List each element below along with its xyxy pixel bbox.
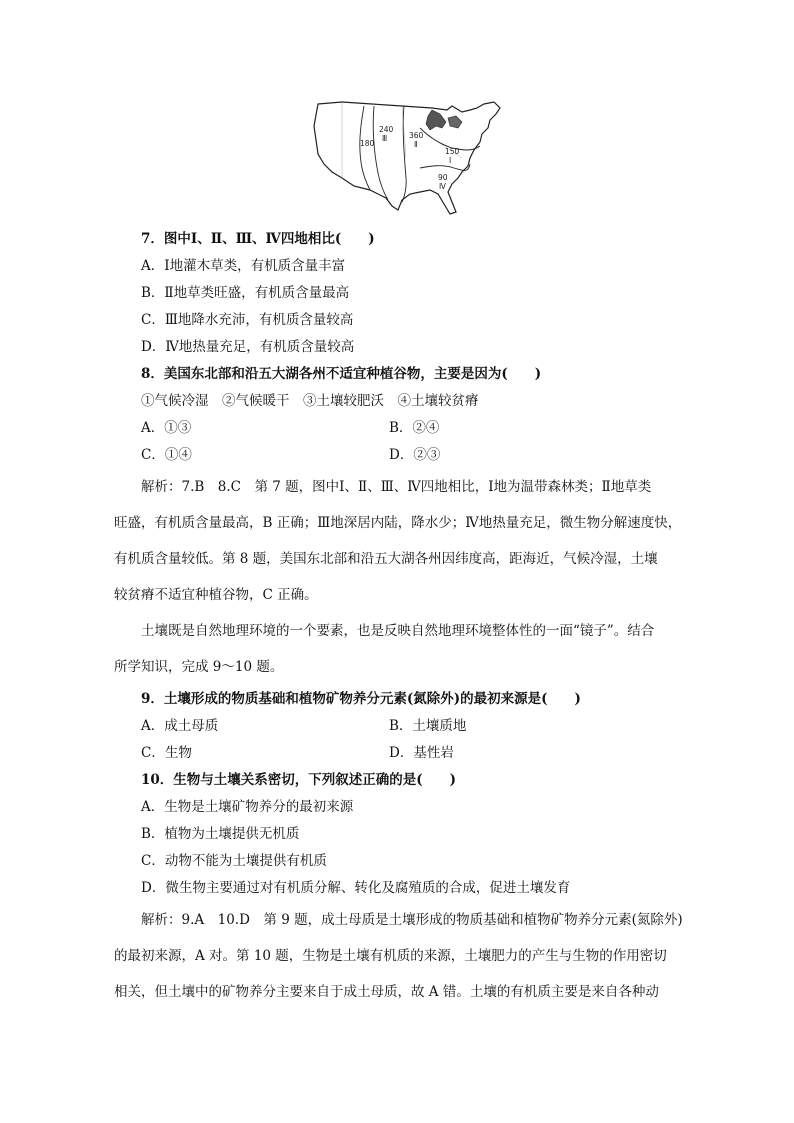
analysis1-line-3: 有机质含量较低。第 8 题，美国东北部和沿五大湖各州因纬度高，距海近，气候冷湿，土壤	[114, 551, 658, 567]
analysis2-line-3: 相关，但土壤中的矿物养分主要来自于成土母质，故 A 错。土壤的有机质主要是来自各种动	[114, 984, 659, 1000]
map-label-150: 150	[445, 147, 460, 156]
map-label-240: 240	[379, 125, 394, 134]
q7-option-c: C．Ⅲ地降水充沛，有机质含量较高	[141, 312, 354, 328]
map-label-90: 90	[438, 173, 448, 182]
map-label-180: 180	[360, 139, 375, 148]
q8-stem: 8．美国东北部和沿五大湖各州不适宜种植谷物，主要是因为( )	[141, 366, 542, 382]
q7-option-a: A．Ⅰ地灌木草类，有机质含量丰富	[141, 258, 346, 274]
q10-option-d: D．微生物主要通过对有机质分解、转化及腐殖质的合成，促进土壤发育	[141, 880, 571, 896]
q8-option-a: A．①③	[141, 420, 192, 436]
map-roman-III: Ⅲ	[382, 134, 388, 143]
q9-option-a: A．成土母质	[141, 718, 219, 734]
q10-option-c: C．动物不能为土壤提供有机质	[141, 853, 327, 869]
q9-option-c: C．生物	[141, 745, 192, 761]
q8-option-b: B．②④	[389, 420, 440, 436]
analysis2-line-1: 解析：9.A 10.D 第 9 题，成土母质是土壤形成的物质基础和植物矿物养分元素(氮除外)	[141, 912, 683, 928]
q9-option-b: B．土壤质地	[389, 718, 467, 734]
q9-stem: 9．土壤形成的物质基础和植物矿物养分元素(氮除外)的最初来源是( )	[141, 691, 581, 707]
map-roman-II: Ⅱ	[414, 140, 418, 149]
q10-stem: 10．生物与土壤关系密切，下列叙述正确的是( )	[141, 772, 457, 788]
usa-soil-map	[312, 98, 512, 218]
intro-line-1: 土壤既是自然地理环境的一个要素，也是反映自然地理环境整体性的一面“镜子”。结合	[141, 623, 655, 639]
q8-factors: ①气候冷湿 ②气候暖干 ③土壤较肥沃 ④土壤较贫瘠	[141, 393, 479, 409]
map-roman-IV: Ⅳ	[439, 182, 446, 191]
intro-line-2: 所学知识，完成 9～10 题。	[114, 659, 284, 675]
q9-option-d: D．基性岩	[389, 745, 454, 761]
map-label-360: 360	[409, 131, 424, 140]
q7-option-b: B．Ⅱ地草类旺盛，有机质含量最高	[141, 285, 350, 301]
q8-option-c: C．①④	[141, 447, 192, 463]
q10-option-b: B．植物为土壤提供无机质	[141, 826, 300, 842]
q8-option-d: D．②③	[389, 447, 441, 463]
analysis1-line-1: 解析：7.B 8.C 第 7 题，图中Ⅰ、Ⅱ、Ⅲ、Ⅳ四地相比，Ⅰ地为温带森林类；Ⅱ地草类	[141, 479, 652, 495]
q7-option-d: D．Ⅳ地热量充足，有机质含量较高	[141, 339, 355, 355]
analysis1-line-2: 旺盛，有机质含量最高，B 正确；Ⅲ地深居内陆，降水少；Ⅳ地热量充足，微生物分解速度快，	[114, 515, 682, 531]
map-roman-I: Ⅰ	[449, 156, 452, 165]
analysis2-line-2: 的最初来源，A 对。第 10 题，生物是土壤有机质的来源，土壤肥力的产生与生物的作用密切	[114, 948, 667, 964]
analysis1-line-4: 较贫瘠不适宜种植谷物，C 正确。	[114, 587, 318, 603]
q7-stem: 7．图中Ⅰ、Ⅱ、Ⅲ、Ⅳ四地相比( )	[141, 231, 375, 247]
q10-option-a: A．生物是土壤矿物养分的最初来源	[141, 799, 354, 815]
